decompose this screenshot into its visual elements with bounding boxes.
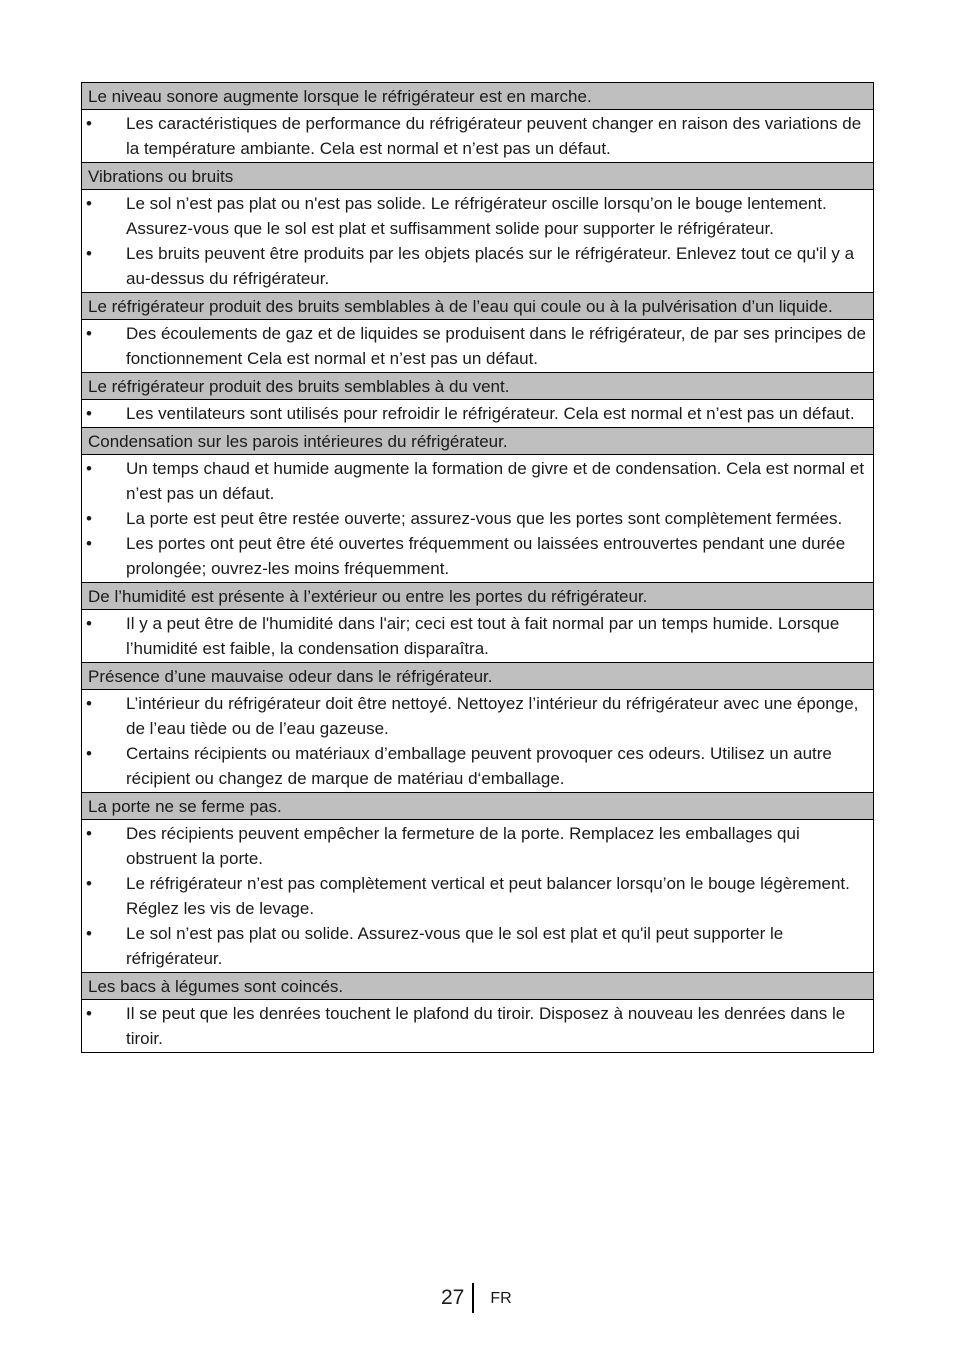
page-footer [441, 1283, 512, 1313]
list-item [82, 871, 869, 921]
bullet-text: Il se peut que les denrées touchent le plafond du tiroir. Disposez à nouveau les denrées dans le tiroir. [126, 1004, 846, 1048]
bullet-marker: • [86, 924, 92, 943]
bullet-text: Les bruits peuvent être produits par les objets placés sur le réfrigérateur. Enlevez tout ce qu'il y a au-dessus du réfrigérateur. [126, 244, 855, 288]
list-item [82, 531, 869, 581]
bullet-text: L’intérieur du réfrigérateur doit être nettoyé. Nettoyez l’intérieur du réfrigérateur avec une éponge, de l’eau tiède ou de l’eau gazeuse. [126, 694, 859, 738]
bullet-marker: • [86, 744, 92, 763]
bullet-marker: • [86, 324, 92, 343]
bullet-marker: • [86, 404, 92, 423]
language-code: FR [490, 1290, 512, 1307]
bullet-marker: • [86, 114, 92, 133]
bullet-text: Le sol n’est pas plat ou solide. Assurez-vous que le sol est plat et qu'il peut supporter le réfrigérateur. [126, 924, 784, 968]
bullet-text: La porte est peut être restée ouverte; assurez-vous que les portes sont complètement fermées. [126, 509, 843, 528]
list-item [82, 241, 869, 291]
list-item [82, 506, 869, 531]
bullet-text: Les caractéristiques de performance du réfrigérateur peuvent changer en raison des variations de la température ambiante. Cela est normal et n’est pas un défaut. [126, 114, 862, 158]
bullet-marker: • [86, 194, 92, 213]
list-item [82, 741, 869, 791]
section-body [82, 610, 873, 663]
section-body [82, 690, 873, 793]
list-item [82, 321, 869, 371]
bullet-marker: • [86, 244, 92, 263]
bullet-marker: • [86, 459, 92, 478]
list-item [82, 821, 869, 871]
bullet-text: Un temps chaud et humide augmente la formation de givre et de condensation. Cela est normal et n’est pas un défaut. [126, 459, 865, 503]
page-number: 27 [441, 1283, 474, 1313]
bullet-text: Certains récipients ou matériaux d’emballage peuvent provoquer ces odeurs. Utilisez un autre récipient ou changez de marque de matériau d‘emballage. [126, 744, 832, 788]
section-header: Le niveau sonore augmente lorsque le réfrigérateur est en marche. [82, 83, 873, 110]
bullet-text: Le sol n’est pas plat ou n'est pas solide. Le réfrigérateur oscille lorsqu’on le bouge lentement. Assurez-vous que le sol est plat et suffisamment solide pour supporter le réfrigérateur. [126, 194, 827, 238]
list-item [82, 456, 869, 506]
section-header: La porte ne se ferme pas. [82, 793, 873, 820]
section-body [82, 320, 873, 373]
bullet-text: Les ventilateurs sont utilisés pour refroidir le réfrigérateur. Cela est normal et n’est pas un défaut. [126, 404, 855, 423]
section-body [82, 820, 873, 973]
list-item [82, 1001, 869, 1051]
section-body [82, 400, 873, 428]
section-body [82, 1000, 873, 1053]
list-item [82, 921, 869, 971]
list-item [82, 191, 869, 241]
section-header: Condensation sur les parois intérieures du réfrigérateur. [82, 428, 873, 455]
section-body [82, 110, 873, 163]
bullet-marker: • [86, 614, 92, 633]
bullet-text: Il y a peut être de l'humidité dans l'air; ceci est tout à fait normal par un temps humide. Lorsque l’humidité est faible, la condensation disparaîtra. [126, 614, 840, 658]
list-item [82, 611, 869, 661]
section-header: Les bacs à légumes sont coincés. [82, 973, 873, 1000]
section-body [82, 190, 873, 293]
bullet-text: Les portes ont peut être été ouvertes fréquemment ou laissées entrouvertes pendant une durée prolongée; ouvrez-les moins fréquemment. [126, 534, 846, 578]
list-item [82, 111, 869, 161]
section-header: Le réfrigérateur produit des bruits semblables à du vent. [82, 373, 873, 400]
bullet-text: Des récipients peuvent empêcher la fermeture de la porte. Remplacez les emballages qui obstruent la porte. [126, 824, 800, 868]
bullet-text: Le réfrigérateur n’est pas complètement vertical et peut balancer lorsqu’on le bouge légèrement. Réglez les vis de levage. [126, 874, 850, 918]
bullet-text: Des écoulements de gaz et de liquides se produisent dans le réfrigérateur, de par ses principes de fonctionnement Cela est normal et n’est pas un défaut. [126, 324, 866, 368]
bullet-marker: • [86, 509, 92, 528]
section-header: Présence d’une mauvaise odeur dans le réfrigérateur. [82, 663, 873, 690]
list-item [82, 691, 869, 741]
section-header: De l’humidité est présente à l’extérieur ou entre les portes du réfrigérateur. [82, 583, 873, 610]
bullet-marker: • [86, 534, 92, 553]
troubleshooting-table [81, 82, 874, 1053]
bullet-marker: • [86, 694, 92, 713]
list-item [82, 401, 869, 426]
section-body [82, 455, 873, 583]
bullet-marker: • [86, 1004, 92, 1023]
bullet-marker: • [86, 874, 92, 893]
section-header: Vibrations ou bruits [82, 163, 873, 190]
section-header: Le réfrigérateur produit des bruits semblables à de l’eau qui coule ou à la pulvérisation d’un liquide. [82, 293, 873, 320]
bullet-marker: • [86, 824, 92, 843]
